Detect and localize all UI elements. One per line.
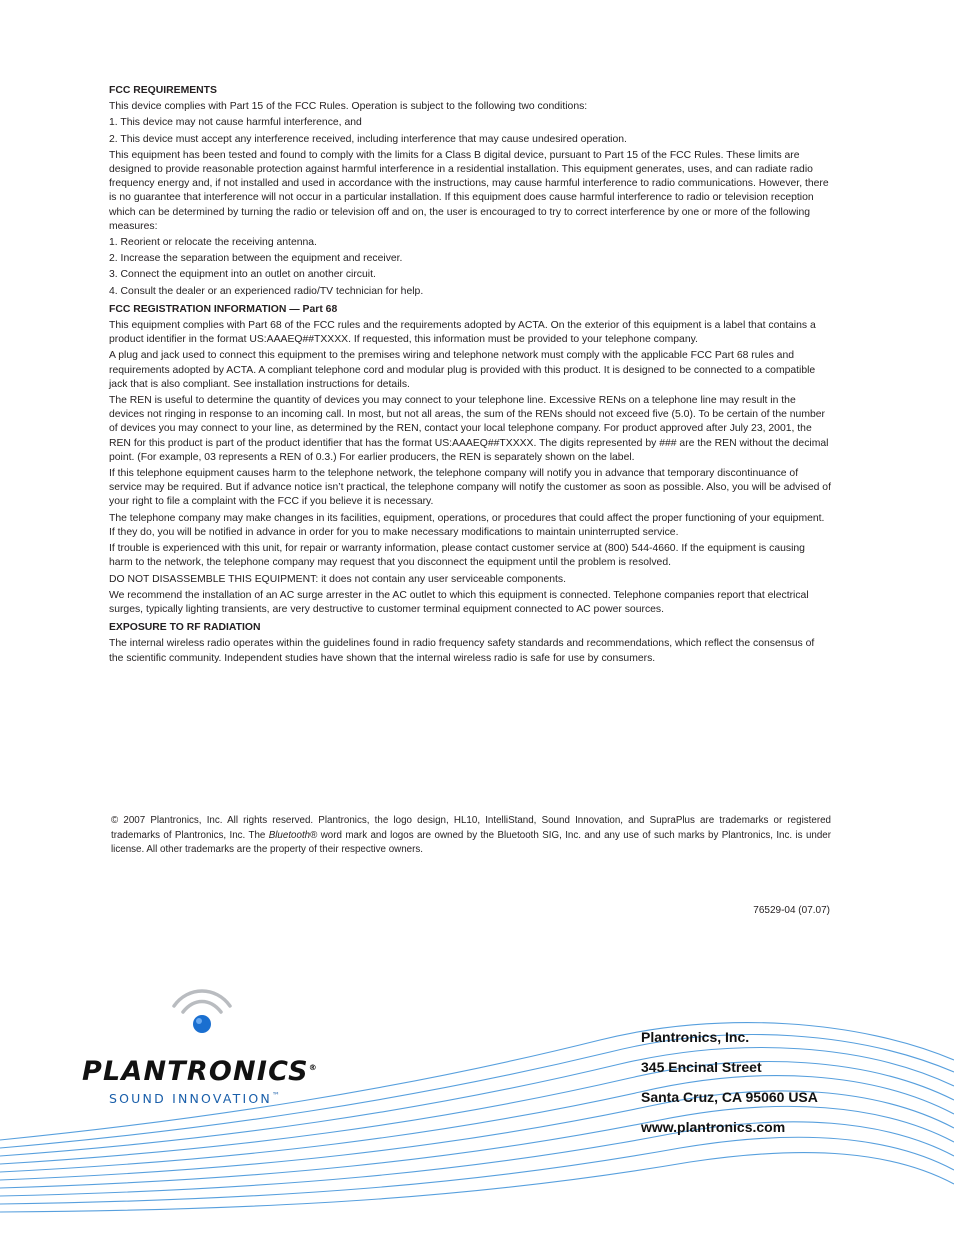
fcc-paragraph: 1. This device may not cause harmful interference, and	[109, 117, 362, 129]
fcc-heading: FCC REQUIREMENTS	[109, 85, 217, 96]
copyright-notice	[111, 814, 831, 858]
part68-paragraph: If trouble is experienced with this unit, for repair or warranty information, please contact customer service at (800) 544-4660. If the equipment is causing harm to the network, the telephone company may request that you disconnect the equipment until the problem is resolved.	[109, 543, 805, 569]
fcc-paragraph: This device complies with Part 15 of the FCC Rules. Operation is subject to the following two conditions:	[109, 101, 588, 113]
part68-paragraph: DO NOT DISASSEMBLE THIS EQUIPMENT: it does not contain any user serviceable components.	[109, 573, 566, 585]
part68-paragraph: A plug and jack used to connect this equipment to the premises wiring and telephone network must comply with the applicable FCC Part 68 rules and requirements adopted by ACTA. A compliant telephone cord and modular plug is provided with this product. It is designed to be connected to a compatible jack that is also compliant. See installation instructions for details.	[109, 350, 816, 390]
part68-paragraph: If this telephone equipment causes harm to the telephone network, the telephone company will notify you in advance that temporary discontinuance of service may be required. But if advance notice isn’t practical, the telephone company will notify the customer as soon as possible. Also, you will be advised of your right to file a complaint with the FCC if you believe it is necessary.	[109, 468, 831, 508]
part68-paragraph: We recommend the installation of an AC surge arrester in the AC outlet to which this equipment is connected. Telephone companies report that electrical surges, typically lighting transients, are very destructive to customer terminal equipment connected to AC power sources.	[109, 589, 809, 615]
fcc-paragraph: This equipment has been tested and found to comply with the limits for a Class B digital device, pursuant to Part 15 of the FCC Rules. These limits are designed to provide reasonable protection against harmful interference in a residential installation. This equipment generates, uses, and can radiate radio frequency energy and, if not installed and used in accordance with the instructions, may cause harmful interference to radio communications. However, there is no guarantee that interference will not occur in a particular installation. If this equipment does cause harmful interference to radio or television reception which can be determined by turning the radio or television off and on, the user is encouraged to try to correct interference by one or more of the following measures:	[109, 149, 829, 232]
bluetooth-mark: Bluetooth	[268, 829, 311, 841]
logo-wordmark: PLANTRONICS	[82, 1056, 309, 1087]
copyright-text-rest: ® word mark and logos are owned by the Bluetooth SIG, Inc. and any use of such marks by Plantronics, Inc. is under license. All other trademarks are the property of their respective owners.	[111, 829, 832, 856]
fcc-paragraph: 2. This device must accept any interference received, including interference that may cause undesired operation.	[109, 133, 627, 145]
tagline-text: SOUND INNOVATION	[109, 1091, 272, 1107]
website-link[interactable]: www.plantronics.com	[641, 1119, 786, 1135]
rf-heading: EXPOSURE TO RF RADIATION	[109, 622, 261, 634]
company-name: Plantronics, Inc.	[641, 1029, 750, 1045]
logo-tagline	[109, 1091, 282, 1106]
fcc-paragraph: 2. Increase the separation between the equipment and receiver.	[109, 253, 403, 265]
part68-heading: FCC REGISTRATION INFORMATION — Part 68	[109, 303, 338, 315]
trademark-mark: ™	[271, 1091, 283, 1100]
company-address	[641, 1022, 818, 1142]
wireless-signal-icon	[170, 982, 234, 1038]
fcc-paragraph: 3. Connect the equipment into an outlet on another circuit.	[109, 269, 376, 281]
part68-paragraph: The telephone company may make changes in its facilities, equipment, operations, or procedures that could affect the proper functioning of your equipment. If they do, you will be notified in advance in order for you to make necessary modifications to maintain uninterrupted service.	[109, 512, 825, 538]
legal-text	[109, 84, 831, 668]
document-number: 76529-04 (07.07)	[753, 905, 830, 916]
fcc-paragraph: 4. Consult the dealer or an experienced radio/TV technician for help.	[109, 285, 424, 297]
city-address: Santa Cruz, CA 95060 USA	[641, 1089, 818, 1105]
rf-paragraph: The internal wireless radio operates within the guidelines found in radio frequency safety standards and recommendations, which reflect the consensus of the scientific community. Independent studies have shown that the internal wireless radio is safe for use by consumers.	[109, 638, 815, 664]
plantronics-logo	[82, 1056, 318, 1087]
fcc-paragraph: 1. Reorient or relocate the receiving antenna.	[109, 237, 317, 249]
copyright-text: © 2007 Plantronics, Inc. All rights reserved. Plantronics, the logo design, HL10, IntelliStand, Sound Innovation, and SupraPlus are trademarks or registered trademarks of Plantronics, Inc. The	[111, 815, 831, 841]
street-address: 345 Encinal Street	[641, 1059, 762, 1075]
registered-mark: ®	[308, 1063, 318, 1072]
part68-paragraph: The REN is useful to determine the quantity of devices you may connect to your telephone line. Excessive RENs on a telephone line may result in the devices not ringing in response to an incoming call. In most, but not all areas, the sum of the RENs should not exceed five (5.0). To be certain of the number of devices you may connect to your line, as determined by the REN, contact your local telephone company. For product approved after July 23, 2001, the REN for this product is part of the product identifier that has the format US:AAAEQ##TXXXX. The digits represented by ### are the REN without the decimal point. (For example, 03 represents a REN of 0.3.) For earlier producers, the REN is separately shown on the label.	[109, 395, 829, 463]
part68-paragraph: This equipment complies with Part 68 of the FCC rules and the requirements adopted by ACTA. On the exterior of this equipment is a label that contains a product identifier in the format US:AAAEQ##TXXXX. If requested, this information must be provided to your telephone company.	[109, 320, 816, 346]
